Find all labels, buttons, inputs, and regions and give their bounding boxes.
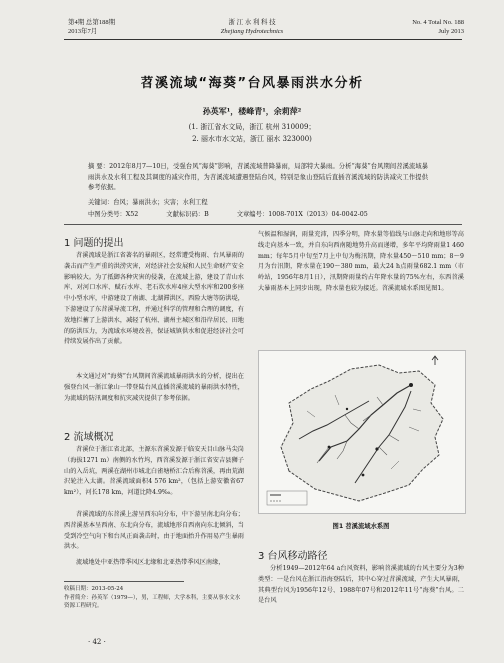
section-1-para-1: 苕溪流域是浙江省著名的暴雨区，经常遭受梅雨、台风暴雨的袭击而产生严重的洪涝灾害，对经济社会发展和人民生命财产安全影响较大。为了抵御各种灾害的侵袭，在流域上游，建设了青山水库、对河口水库、赋石水库、老石坎水库4座大型水库和200多座中小型水库，中游建设了南湖、北湖滞洪区，西险大塘等防洪堤，下游建设了东苕溪导流工程，并通过科学的管理和合理的调度，有效地拦蓄了上游洪水，减轻了杭州、湖州主城区和沿岸居民、田地的防洪压力，为流域水环境改善，保证城镇供水和促进经济社会可持续发展作出了贡献。	[64, 252, 244, 346]
section-3-para-1: 分析1949—2012年64 a台风资料，影响苕溪流域的台风主要分为3种类型：一是台风在浙江沿海登陆后，其中心穿过苕溪流域，产生大风暴雨，其典型台风为1956年12号、1988年07号和2012年11号“海葵”台风。二是台风	[258, 565, 464, 605]
footnote-rule	[64, 581, 184, 582]
affiliation-1: (1. 浙江省水文局，浙江 杭州 310009；	[188, 123, 316, 131]
document-code: 文献标识码：B	[166, 211, 209, 218]
abstract-rule	[64, 224, 462, 225]
abstract: 摘 要：2012年8月7—10日，受强台风“海葵”影响，苕溪流域普降暴雨，局部特大暴雨。分析“海葵”台风期间苕溪流域暴雨洪水及水利工程及其调度的减灾作用，为苕溪流域遭遇登陆台风，特别是象山登陆后直插苕溪流域的防洪减灾工作提供参考依据。	[88, 163, 428, 191]
section-2-para-continued: 气候温和湿润，雨量充沛，四季分明，降水量等值线与山脉走向和地形等高线走向基本一致，并自东向西南随地势升高而递增，多年平均降雨量1 460 mm；每年5月中旬至7月上中旬为梅汛期，降水量450～510 mm；8～9月为台汛期，降水量在190～380 mm，最大24 h点雨量682.1 mm（市岭站，1956年8月1日），汛期降雨量约占年降水量的75%左右，东西苕溪大暴雨基本上同步出现，降水量也较为接近。苕溪流域水系图见图1。	[258, 231, 464, 292]
section-1-para-2: 本文通过对“海葵”台风期间苕溪流域暴雨洪水的分析，提出在强登台风一浙江象山一带登陆台风直插苕溪流域的暴雨洪水特性，为流域的防汛调度和抗灾减灾提供了参考依据。	[64, 373, 244, 402]
section-3-heading: 3 台风移动路径	[258, 551, 328, 562]
issue-number: 第4期 总第188期	[68, 19, 116, 26]
affiliation-2: 2. 丽水市水文站，浙江 丽水 323000)	[192, 135, 312, 143]
header-right	[412, 18, 464, 36]
article-number: 文章编号：1008-701X（2013）04-0042-05	[236, 211, 368, 218]
issue-number-en: No. 4 Total No. 188	[412, 19, 464, 26]
figure-caption: 图1 苕溪流域水系图	[332, 523, 390, 530]
section-2-heading: 2 流域概况	[64, 432, 114, 443]
footnote-author-bio: 作者简介：孙英军（1979—），男，工程师，大学本科，主要从事水文水资源工程研究。	[64, 595, 241, 609]
clc-number: 中图分类号：X52	[88, 211, 139, 218]
issue-date: 2013年7月	[68, 28, 98, 35]
journal-name-cn: 浙 江 水 利 科 技	[228, 19, 276, 26]
classification-line	[88, 209, 428, 218]
watershed-map-image	[259, 351, 465, 513]
issue-date-en: July 2013	[438, 28, 464, 35]
section-2-para-3: 流域地处中亚热带季风区北缘和北亚热带季风区南缘，	[76, 559, 225, 566]
article-title: 苕溪流域“海葵”台风暴雨洪水分析	[140, 76, 364, 91]
page-number: · 42 ·	[88, 638, 106, 646]
section-1-heading: 1 问题的提出	[64, 238, 124, 249]
journal-name-en: Zhejiang Hydrotechnics	[220, 28, 284, 35]
section-2-para-1: 苕溪位于浙江省北部，主源东苕溪发源于临安天目山脉马尖岗（海拔1271 m）南侧的水竹坞，西苕溪发源于浙江省安吉县狮子山的入岳坑，两溪在湖州市城北白雀塘桥汇合后称苕溪，再由荒湖沢轮注入太湖。苕溪流域面积4 576 km²，（包括上游安徽省67 km²），河长178 km，河道比降4.9‰。	[64, 446, 244, 497]
author-list: 孙英军¹，楼峰青¹，余莉萍²	[202, 106, 302, 116]
keywords: 关键词：台风；暴雨洪水；灾害；水利工程	[88, 199, 208, 206]
footnote-received: 收稿日期：2013-05-24	[64, 586, 124, 592]
section-2-para-2: 苕溪流域的东苕溪上游呈西东向分布，中下游呈南北向分布；西苕溪基本呈西南、东北向分布，流域地形自西南向东北倾斜，当受到冷空气向下和台风正面袭击时，由于地面抬升作用易产生暴雨洪水。	[64, 511, 244, 551]
header-rule	[64, 39, 462, 40]
watershed-map-figure	[258, 350, 466, 514]
